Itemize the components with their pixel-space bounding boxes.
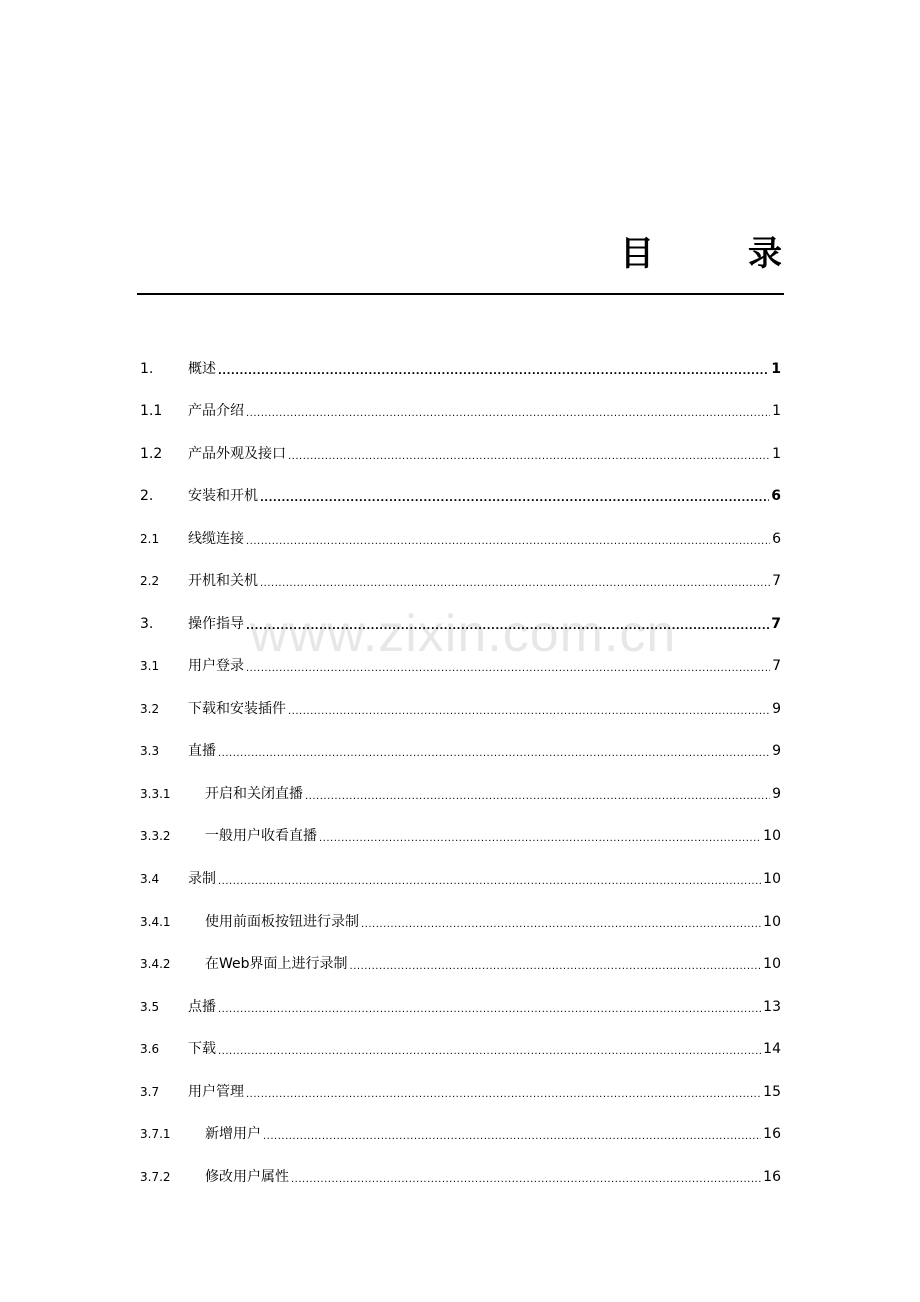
toc-entry-page: 6 <box>772 531 781 547</box>
toc-entry-title: 下载 <box>188 1041 216 1057</box>
toc-entry-number: 3.4 <box>140 872 160 886</box>
toc-entry-number: 3.7 <box>140 1085 160 1099</box>
toc-entry[interactable] <box>140 486 781 506</box>
toc-entry-number: 3.3.2 <box>140 829 171 843</box>
toc-entry-page: 16 <box>763 1169 781 1185</box>
toc-entry-number: 3.1 <box>140 659 160 673</box>
toc-entry-page: 10 <box>763 956 781 972</box>
toc-entry-number: 3.2 <box>140 702 160 716</box>
toc-entry[interactable] <box>140 869 781 889</box>
toc-leader-dots <box>218 875 761 889</box>
toc-entry-page: 9 <box>772 786 781 802</box>
toc-entry-number: 3. <box>140 616 154 632</box>
toc-entry[interactable] <box>140 997 781 1017</box>
toc-entry-title: 产品外观及接口 <box>188 446 286 462</box>
toc-entry[interactable] <box>140 954 781 974</box>
toc-entry-page: 10 <box>763 828 781 844</box>
toc-leader-dots <box>319 832 761 846</box>
toc-entry-page: 7 <box>772 573 781 589</box>
toc-entry-number: 3.3.1 <box>140 787 171 801</box>
toc-entry-number: 2.2 <box>140 574 160 588</box>
toc-leader-dots <box>218 365 769 379</box>
toc-entry[interactable] <box>140 401 781 421</box>
toc-entry-title: 用户管理 <box>188 1084 244 1100</box>
toc-entry-page: 9 <box>772 701 781 717</box>
toc-leader-dots <box>246 407 770 421</box>
toc-entry[interactable] <box>140 571 781 591</box>
toc-leader-dots <box>361 918 761 932</box>
toc-leader-dots <box>246 662 770 676</box>
toc-entry[interactable] <box>140 1167 781 1187</box>
toc-entry-page: 10 <box>763 871 781 887</box>
toc-leader-dots <box>288 705 770 719</box>
toc-leader-dots <box>218 1045 761 1059</box>
toc-entry-number: 3.4.1 <box>140 915 171 929</box>
toc-entry-title: 使用前面板按钮进行录制 <box>205 914 359 930</box>
toc-entry-page: 15 <box>763 1084 781 1100</box>
toc-entry-number: 3.7.1 <box>140 1127 171 1141</box>
toc-entry-title: 录制 <box>188 871 216 887</box>
toc-entry-number: 3.5 <box>140 1000 160 1014</box>
toc-title: 目 录 <box>620 234 812 274</box>
toc-entry[interactable] <box>140 444 781 464</box>
toc-entry-page: 6 <box>771 488 781 504</box>
toc-entry-page: 1 <box>771 361 781 377</box>
toc-entry-number: 1.2 <box>140 446 163 462</box>
toc-entry[interactable] <box>140 912 781 932</box>
toc-entry-title: 操作指导 <box>188 616 244 632</box>
toc-entry-page: 10 <box>763 914 781 930</box>
toc-entry[interactable] <box>140 656 781 676</box>
toc-entry-page: 16 <box>763 1126 781 1142</box>
toc-entry-number: 3.6 <box>140 1042 160 1056</box>
toc-entry-title: 一般用户收看直播 <box>205 828 317 844</box>
toc-entry-title: 用户登录 <box>188 658 244 674</box>
toc-entry-title: 产品介绍 <box>188 403 244 419</box>
toc-entry-page: 14 <box>763 1041 781 1057</box>
toc-entry-number: 3.3 <box>140 744 160 758</box>
toc-leader-dots <box>246 620 769 634</box>
toc-entry[interactable] <box>140 826 781 846</box>
toc-leader-dots <box>291 1173 761 1187</box>
toc-entry-title: 安装和开机 <box>188 488 258 504</box>
toc-entry-title: 修改用户属性 <box>205 1169 289 1185</box>
toc-leader-dots <box>246 535 770 549</box>
watermark: www.zixin.com.cn <box>250 605 677 663</box>
toc-entry-title: 直播 <box>188 743 216 759</box>
toc-entry-number: 2. <box>140 488 154 504</box>
toc-entry-number: 2.1 <box>140 532 160 546</box>
toc-entry-page: 1 <box>772 446 781 462</box>
toc-leader-dots <box>260 492 769 506</box>
toc-entry[interactable] <box>140 359 781 379</box>
toc-leader-dots <box>263 1130 761 1144</box>
toc-entry-number: 3.7.2 <box>140 1170 171 1184</box>
toc-leader-dots <box>218 1003 761 1017</box>
toc-entry-page: 9 <box>772 743 781 759</box>
toc-entry-title: 线缆连接 <box>188 531 244 547</box>
toc-entry-title: 下载和安装插件 <box>188 701 286 717</box>
toc-entry[interactable] <box>140 699 781 719</box>
toc-entry-page: 7 <box>772 658 781 674</box>
toc-entry[interactable] <box>140 1082 781 1102</box>
toc-entry[interactable] <box>140 1124 781 1144</box>
toc-entry-title: 新增用户 <box>205 1126 261 1142</box>
toc-entry[interactable] <box>140 614 781 634</box>
toc-leader-dots <box>288 450 770 464</box>
toc-entry[interactable] <box>140 1039 781 1059</box>
toc-leader-dots <box>218 747 770 761</box>
toc-leader-dots <box>246 1088 761 1102</box>
toc-entry-page: 1 <box>772 403 781 419</box>
toc-entry-title: 开启和关闭直播 <box>205 786 303 802</box>
toc-entry-number: 1. <box>140 361 154 377</box>
toc-entry-page: 7 <box>771 616 781 632</box>
toc-entry[interactable] <box>140 784 781 804</box>
toc-entry-title: 点播 <box>188 999 216 1015</box>
toc-entry-number: 1.1 <box>140 403 163 419</box>
toc-entry-title: 开机和关机 <box>188 573 258 589</box>
toc-entry-number: 3.4.2 <box>140 957 171 971</box>
toc-entry-title: 在Web界面上进行录制 <box>205 956 348 972</box>
toc-entry[interactable] <box>140 741 781 761</box>
toc-leader-dots <box>350 960 762 974</box>
toc-entry[interactable] <box>140 529 781 549</box>
toc-entry-title: 概述 <box>188 361 216 377</box>
toc-leader-dots <box>305 790 770 804</box>
toc-entry-page: 13 <box>763 999 781 1015</box>
toc-leader-dots <box>260 577 770 591</box>
